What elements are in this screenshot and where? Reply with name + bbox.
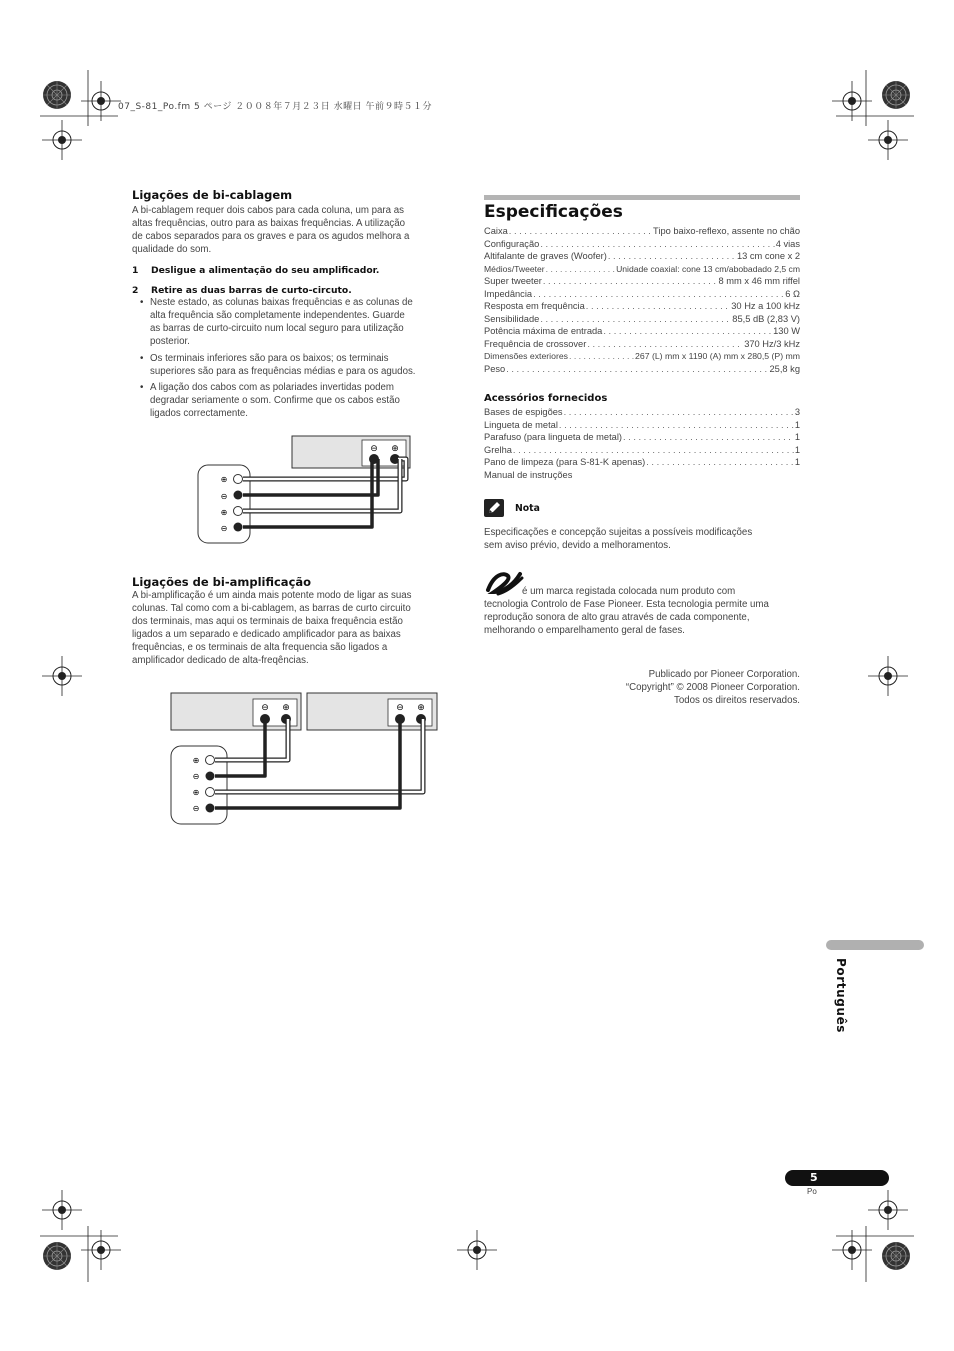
list-item — [133, 382, 453, 421]
spec-value: 25,8 kg — [769, 363, 800, 374]
spec-label: Super tweeter — [484, 276, 542, 286]
text-line: • Neste estado, as colunas baixas frequências e as colunas de — [150, 297, 413, 308]
note-label: Nota — [515, 503, 540, 514]
minus-symbol: ⊖ — [396, 703, 404, 713]
text-line: amplificador dedicado de alta-freqências. — [132, 654, 309, 666]
plus-symbol: ⊕ — [220, 475, 228, 484]
minus-symbol: ⊖ — [370, 444, 378, 454]
registration-mark-icon — [457, 1230, 497, 1270]
text-line: A bi-amplificação é um ainda mais potente modo de ligar as suas — [132, 590, 412, 601]
star-target-icon — [882, 1242, 910, 1270]
text-line: ligados a um separado e dedicado amplificador para as baixas — [132, 628, 401, 640]
language-tab-bar — [826, 940, 924, 950]
step-1 — [132, 265, 379, 276]
text-line: Publicado por Pioneer Corporation. — [648, 669, 800, 680]
minus-symbol: ⊖ — [192, 804, 200, 813]
biamplificacao-title: Ligações de bi-amplificação — [132, 575, 312, 589]
accessories-title: Acessórios fornecidos — [484, 393, 608, 404]
spec-row — [484, 288, 800, 301]
spec-row — [484, 263, 800, 276]
accessory-label: Lingueta de metal — [484, 419, 558, 430]
text-line: as barras de curto-circuito num local seguro para utilização — [150, 322, 404, 334]
biamping-diagram — [165, 688, 445, 828]
registration-mark-icon — [868, 656, 908, 696]
note-pencil-icon — [484, 499, 504, 517]
text-line: posterior. — [150, 335, 190, 347]
step-text: Desligue a alimentação do seu amplificador. — [151, 265, 380, 276]
text-line: alta frequência são completamente independentes. Guarde — [150, 309, 405, 321]
step-number: 1 — [132, 265, 139, 276]
accessory-qty: 1 — [794, 432, 800, 442]
accessory-label: Bases de espigões — [484, 407, 563, 417]
language-tab: Português — [834, 958, 848, 1034]
plus-symbol: ⊕ — [282, 703, 290, 713]
text-line: • A ligação dos cabos com as polariades invertidas podem — [150, 382, 394, 394]
accessory-row — [484, 444, 800, 457]
biwiring-diagram — [190, 430, 420, 550]
bicablagem-title: Ligações de bi-cablagem — [132, 188, 293, 202]
spec-row — [484, 225, 800, 238]
biamplificacao-text — [132, 590, 452, 667]
spec-value: 370 Hz/3 kHz — [744, 338, 800, 349]
accessory-row — [484, 406, 800, 419]
spec-value: 6 Ω — [785, 288, 800, 299]
text-line: colunas. Tal como com a bi-cablagem, as barras de curto circuito — [132, 602, 411, 614]
terminal-icon — [234, 523, 243, 532]
accessory-row — [484, 469, 800, 482]
spec-label: Médios/Tweeter — [484, 263, 545, 274]
plus-symbol: ⊕ — [391, 444, 399, 454]
terminal-icon — [206, 756, 215, 765]
spec-row — [484, 325, 800, 338]
spec-label: Caixa — [484, 226, 508, 236]
spec-row — [484, 300, 800, 313]
terminal-icon — [206, 772, 215, 781]
file-header: 07_S-81_Po.fm 5 ページ ２００８年７月２３日 水曜日 午前９時５１分 — [118, 102, 432, 112]
spec-value: 4 vias — [775, 238, 800, 249]
accessory-qty: 1 — [794, 419, 800, 430]
terminal-icon — [234, 507, 243, 516]
specs-title: Especificações — [484, 202, 623, 222]
accessory-label: Parafuso (para lingueta de metal) — [484, 432, 622, 442]
cable — [243, 459, 372, 527]
page-number: 5 — [810, 1171, 818, 1184]
accessory-label: Grelha — [484, 444, 512, 455]
spec-value: Tipo baixo-reflexo, assente no chão — [653, 226, 800, 236]
accessory-label: Pano de limpeza (para S-81-K apenas) — [484, 457, 646, 467]
minus-symbol: ⊖ — [261, 703, 269, 713]
registration-mark-icon — [42, 1190, 82, 1230]
spec-value: 13 cm cone x 2 — [736, 251, 800, 261]
list-item — [133, 297, 453, 349]
accessory-row — [484, 431, 800, 444]
accessory-qty: 3 — [794, 407, 800, 417]
spec-label: Altifalante de graves (Woofer) — [484, 251, 607, 261]
spec-label: Resposta em frequência — [484, 301, 585, 311]
text-line: superiores são para as frequências médias e para os agudos. — [150, 365, 416, 377]
plus-symbol: ⊕ — [417, 703, 425, 713]
step-text: Retire as duas barras de curto-circuto. — [151, 285, 352, 296]
star-target-icon — [882, 81, 910, 109]
spec-row — [484, 275, 800, 288]
text-line: reprodução sonora de alto grau através de cada componente, — [484, 612, 750, 623]
star-target-icon — [43, 1242, 71, 1270]
text-line: Especificações e concepção sujeitas a possíveis modificações — [484, 527, 753, 538]
text-line: é um marca registada colocada num produto com — [522, 586, 736, 597]
page-language-code: Po — [807, 1187, 817, 1196]
spec-value: 85,5 dB (2,83 V) — [732, 313, 800, 324]
registration-mark-icon — [42, 120, 82, 160]
text-line: dos terminais, mas aqui os terminais de baixa frequência estão — [132, 615, 403, 627]
step-number: 2 — [132, 285, 139, 296]
section-bar — [484, 195, 800, 200]
spec-label: Frequência de crossover — [484, 338, 587, 349]
bicablagem-intro — [132, 205, 452, 257]
specs-table — [484, 225, 800, 375]
plus-symbol: ⊕ — [192, 756, 200, 765]
spec-row — [484, 338, 800, 351]
spec-row — [484, 350, 800, 363]
list-item — [133, 353, 453, 379]
spec-value: 30 Hz a 100 kHz — [731, 301, 800, 311]
spec-label: Potência máxima de entrada — [484, 326, 603, 336]
minus-symbol: ⊖ — [220, 492, 228, 501]
spec-label: Peso — [484, 363, 506, 374]
terminal-icon — [234, 491, 243, 500]
plus-symbol: ⊕ — [220, 508, 228, 517]
text-line: sem aviso prévio, devido a melhoramentos. — [484, 540, 671, 551]
text-line: qualidade do som. — [132, 243, 212, 255]
text-line: tecnologia Controlo de Fase Pioneer. Esta tecnologia permite uma — [484, 599, 769, 610]
spec-label: Sensibilidade — [484, 313, 540, 324]
accessory-qty: 1 — [794, 457, 800, 467]
minus-symbol: ⊖ — [220, 524, 228, 533]
accessory-row — [484, 456, 800, 469]
spec-label: Dimensões exteriores — [484, 351, 569, 361]
spec-value: Unidade coaxial: cone 13 cm/abobadado 2,5 cm — [616, 263, 800, 274]
accessory-row — [484, 419, 800, 432]
publisher-info — [560, 668, 800, 707]
spec-label: Impedância — [484, 288, 533, 299]
cable — [215, 719, 400, 808]
text-line: de cabos separados para os graves e para os agudos melhora a — [132, 230, 410, 242]
registration-mark-icon — [868, 120, 908, 160]
text-line: Todos os direitos reservados. — [674, 695, 800, 706]
terminal-icon — [206, 804, 215, 813]
spec-value: 267 (L) mm x 1190 (A) mm x 280,5 (P) mm — [635, 351, 800, 361]
star-target-icon — [43, 81, 71, 109]
spec-row — [484, 363, 800, 376]
registration-mark-icon — [868, 1190, 908, 1230]
accessories-list — [484, 406, 800, 481]
spec-label: Configuração — [484, 238, 540, 249]
terminal-icon — [234, 475, 243, 484]
minus-symbol: ⊖ — [192, 772, 200, 781]
spec-row — [484, 238, 800, 251]
text-line: altas frequências, outro para as baixas frequências. A utilização — [132, 217, 406, 229]
spec-row — [484, 250, 800, 263]
page-number-pill — [785, 1170, 889, 1186]
accessory-label: Manual de instruções — [484, 469, 573, 480]
text-line: “Copyright” © 2008 Pioneer Corporation. — [625, 682, 800, 693]
text-line: degradar seriamente o som. Confirme que os cabos estão — [150, 395, 400, 407]
accessory-qty: 1 — [794, 444, 800, 455]
plus-symbol: ⊕ — [192, 788, 200, 797]
text-line: ligados correctamente. — [150, 408, 249, 420]
text-line: melhorando o emparelhamento geral de fases. — [484, 625, 685, 636]
bicablagem-bullets — [133, 297, 453, 425]
registration-mark-icon — [42, 656, 82, 696]
spec-value: 130 W — [773, 326, 800, 336]
spec-row — [484, 313, 800, 326]
text-line: frequências, e os terminais de alta frequencia são ligados a — [132, 641, 388, 653]
step-2 — [132, 285, 352, 296]
registration-mark-icon — [81, 81, 121, 121]
text-line: A bi-cablagem requer dois cabos para cada coluna, um para as — [132, 205, 404, 216]
note-text — [484, 526, 800, 552]
phase-control-text — [484, 585, 804, 637]
terminal-icon — [206, 788, 215, 797]
spec-value: 8 mm x 46 mm riffel — [718, 276, 800, 286]
text-line: • Os terminais inferiores são para os baixos; os terminais — [150, 352, 389, 364]
